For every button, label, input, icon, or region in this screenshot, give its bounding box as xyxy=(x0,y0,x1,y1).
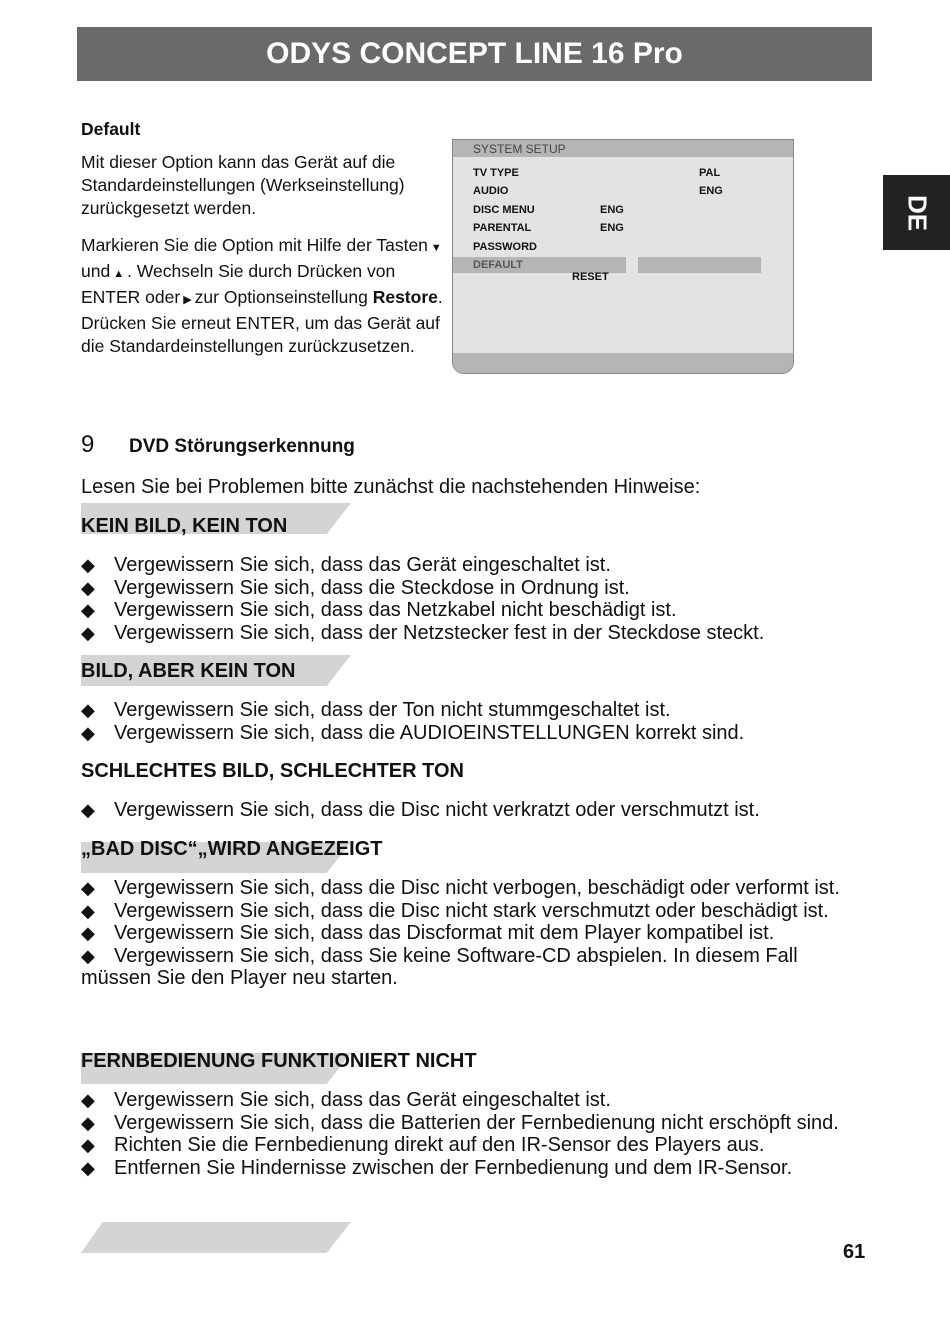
setup-row: DISC MENU ENG xyxy=(473,204,624,216)
section-number: 9 xyxy=(81,431,95,458)
intro-paragraph-1: Mit dieser Option kann das Gerät auf die Standardeinstellungen (Werkseinstellung) zurückgesetzt werden. xyxy=(81,152,405,218)
system-setup-screen xyxy=(452,139,794,374)
list-item: ◆ Vergewissern Sie sich, dass der Ton nicht stummgeschaltet ist. xyxy=(81,699,871,722)
list-item: ◆ Vergewissern Sie sich, dass Sie keine Software-CD abspielen. In diesem Fall müssen Sie den Player neu starten. xyxy=(81,945,871,990)
setup-title: SYSTEM SETUP xyxy=(453,140,793,157)
decorative-band xyxy=(81,1222,351,1253)
language-tab-label: DE xyxy=(902,194,932,231)
page-header xyxy=(77,27,872,81)
list-item: ◆ Vergewissern Sie sich, dass das Gerät eingeschaltet ist. xyxy=(81,554,871,577)
list-item: ◆ Vergewissern Sie sich, dass das Gerät eingeschaltet ist. xyxy=(81,1089,871,1112)
problem-heading: KEIN BILD, KEIN TON xyxy=(81,515,288,537)
section-heading xyxy=(81,431,355,459)
list-item: ◆ Richten Sie die Fernbedienung direkt auf den IR-Sensor des Players aus. xyxy=(81,1134,871,1157)
header-title: ODYS CONCEPT LINE 16 Pro xyxy=(266,37,683,70)
problem-list xyxy=(81,877,871,990)
arrow-down-icon: ▼ xyxy=(430,242,442,254)
problem-heading: „BAD DISC“„WIRD ANGEZEIGT xyxy=(81,838,383,860)
intro-paragraph-2: Markieren Sie die Option mit Hilfe der Tasten ▼und ▲ . Wechseln Sie durch Drücken von ENTER oder ▶ zur Optionseinstellung Restore. Drücken Sie erneut ENTER, um das Gerät auf die Standardeinstellungen zurückzusetzen. xyxy=(81,235,443,356)
list-item: ◆ Vergewissern Sie sich, dass die Steckdose in Ordnung ist. xyxy=(81,577,871,600)
section-lead: Lesen Sie bei Problemen bitte zunächst die nachstehenden Hinweise: xyxy=(81,476,701,498)
arrow-right-icon: ▶ xyxy=(183,294,192,306)
page-number: 61 xyxy=(843,1241,866,1263)
problem-heading: BILD, ABER KEIN TON xyxy=(81,660,296,682)
intro-heading: Default xyxy=(81,119,141,139)
list-item: ◆ Vergewissern Sie sich, dass die Disc nicht verkratzt oder verschmutzt ist. xyxy=(81,799,871,822)
problem-list xyxy=(81,699,871,744)
list-item: ◆ Vergewissern Sie sich, dass der Netzstecker fest in der Steckdose steckt. xyxy=(81,622,871,645)
problem-list xyxy=(81,799,871,822)
language-tab xyxy=(883,175,950,250)
setup-row: PARENTAL ENG xyxy=(473,222,624,234)
arrow-up-icon: ▲ xyxy=(113,268,125,280)
setup-row: PASSWORD xyxy=(473,241,537,253)
default-option-intro xyxy=(81,118,451,372)
list-item: ◆ Vergewissern Sie sich, dass die AUDIOEINSTELLUNGEN korrekt sind. xyxy=(81,722,871,745)
section-title: DVD Störungserkennung xyxy=(129,436,355,457)
list-item: ◆ Vergewissern Sie sich, dass die Batterien der Fernbedienung nicht erschöpft sind. xyxy=(81,1112,871,1135)
setup-row-selected: DEFAULT xyxy=(473,259,523,271)
problem-heading: FERNBEDIENUNG FUNKTIONIERT NICHT xyxy=(81,1050,477,1072)
setup-row: TV TYPE PAL xyxy=(473,167,721,179)
problem-list xyxy=(81,1089,871,1179)
setup-row: AUDIO ENG xyxy=(473,185,723,197)
reset-option: RESET xyxy=(572,271,609,283)
list-item: ◆ Vergewissern Sie sich, dass das Netzkabel nicht beschädigt ist. xyxy=(81,599,871,622)
problem-list xyxy=(81,554,871,644)
list-item: ◆ Vergewissern Sie sich, dass die Disc nicht verbogen, beschädigt oder verformt ist. xyxy=(81,877,871,900)
setup-footer-bar xyxy=(453,353,793,373)
list-item: ◆ Vergewissern Sie sich, dass das Discformat mit dem Player kompatibel ist. xyxy=(81,922,871,945)
list-item: ◆ Vergewissern Sie sich, dass die Disc nicht stark verschmutzt oder beschädigt ist. xyxy=(81,900,871,923)
list-item: ◆ Entfernen Sie Hindernisse zwischen der Fernbedienung und dem IR-Sensor. xyxy=(81,1157,871,1180)
problem-heading: SCHLECHTES BILD, SCHLECHTER TON xyxy=(81,760,464,782)
